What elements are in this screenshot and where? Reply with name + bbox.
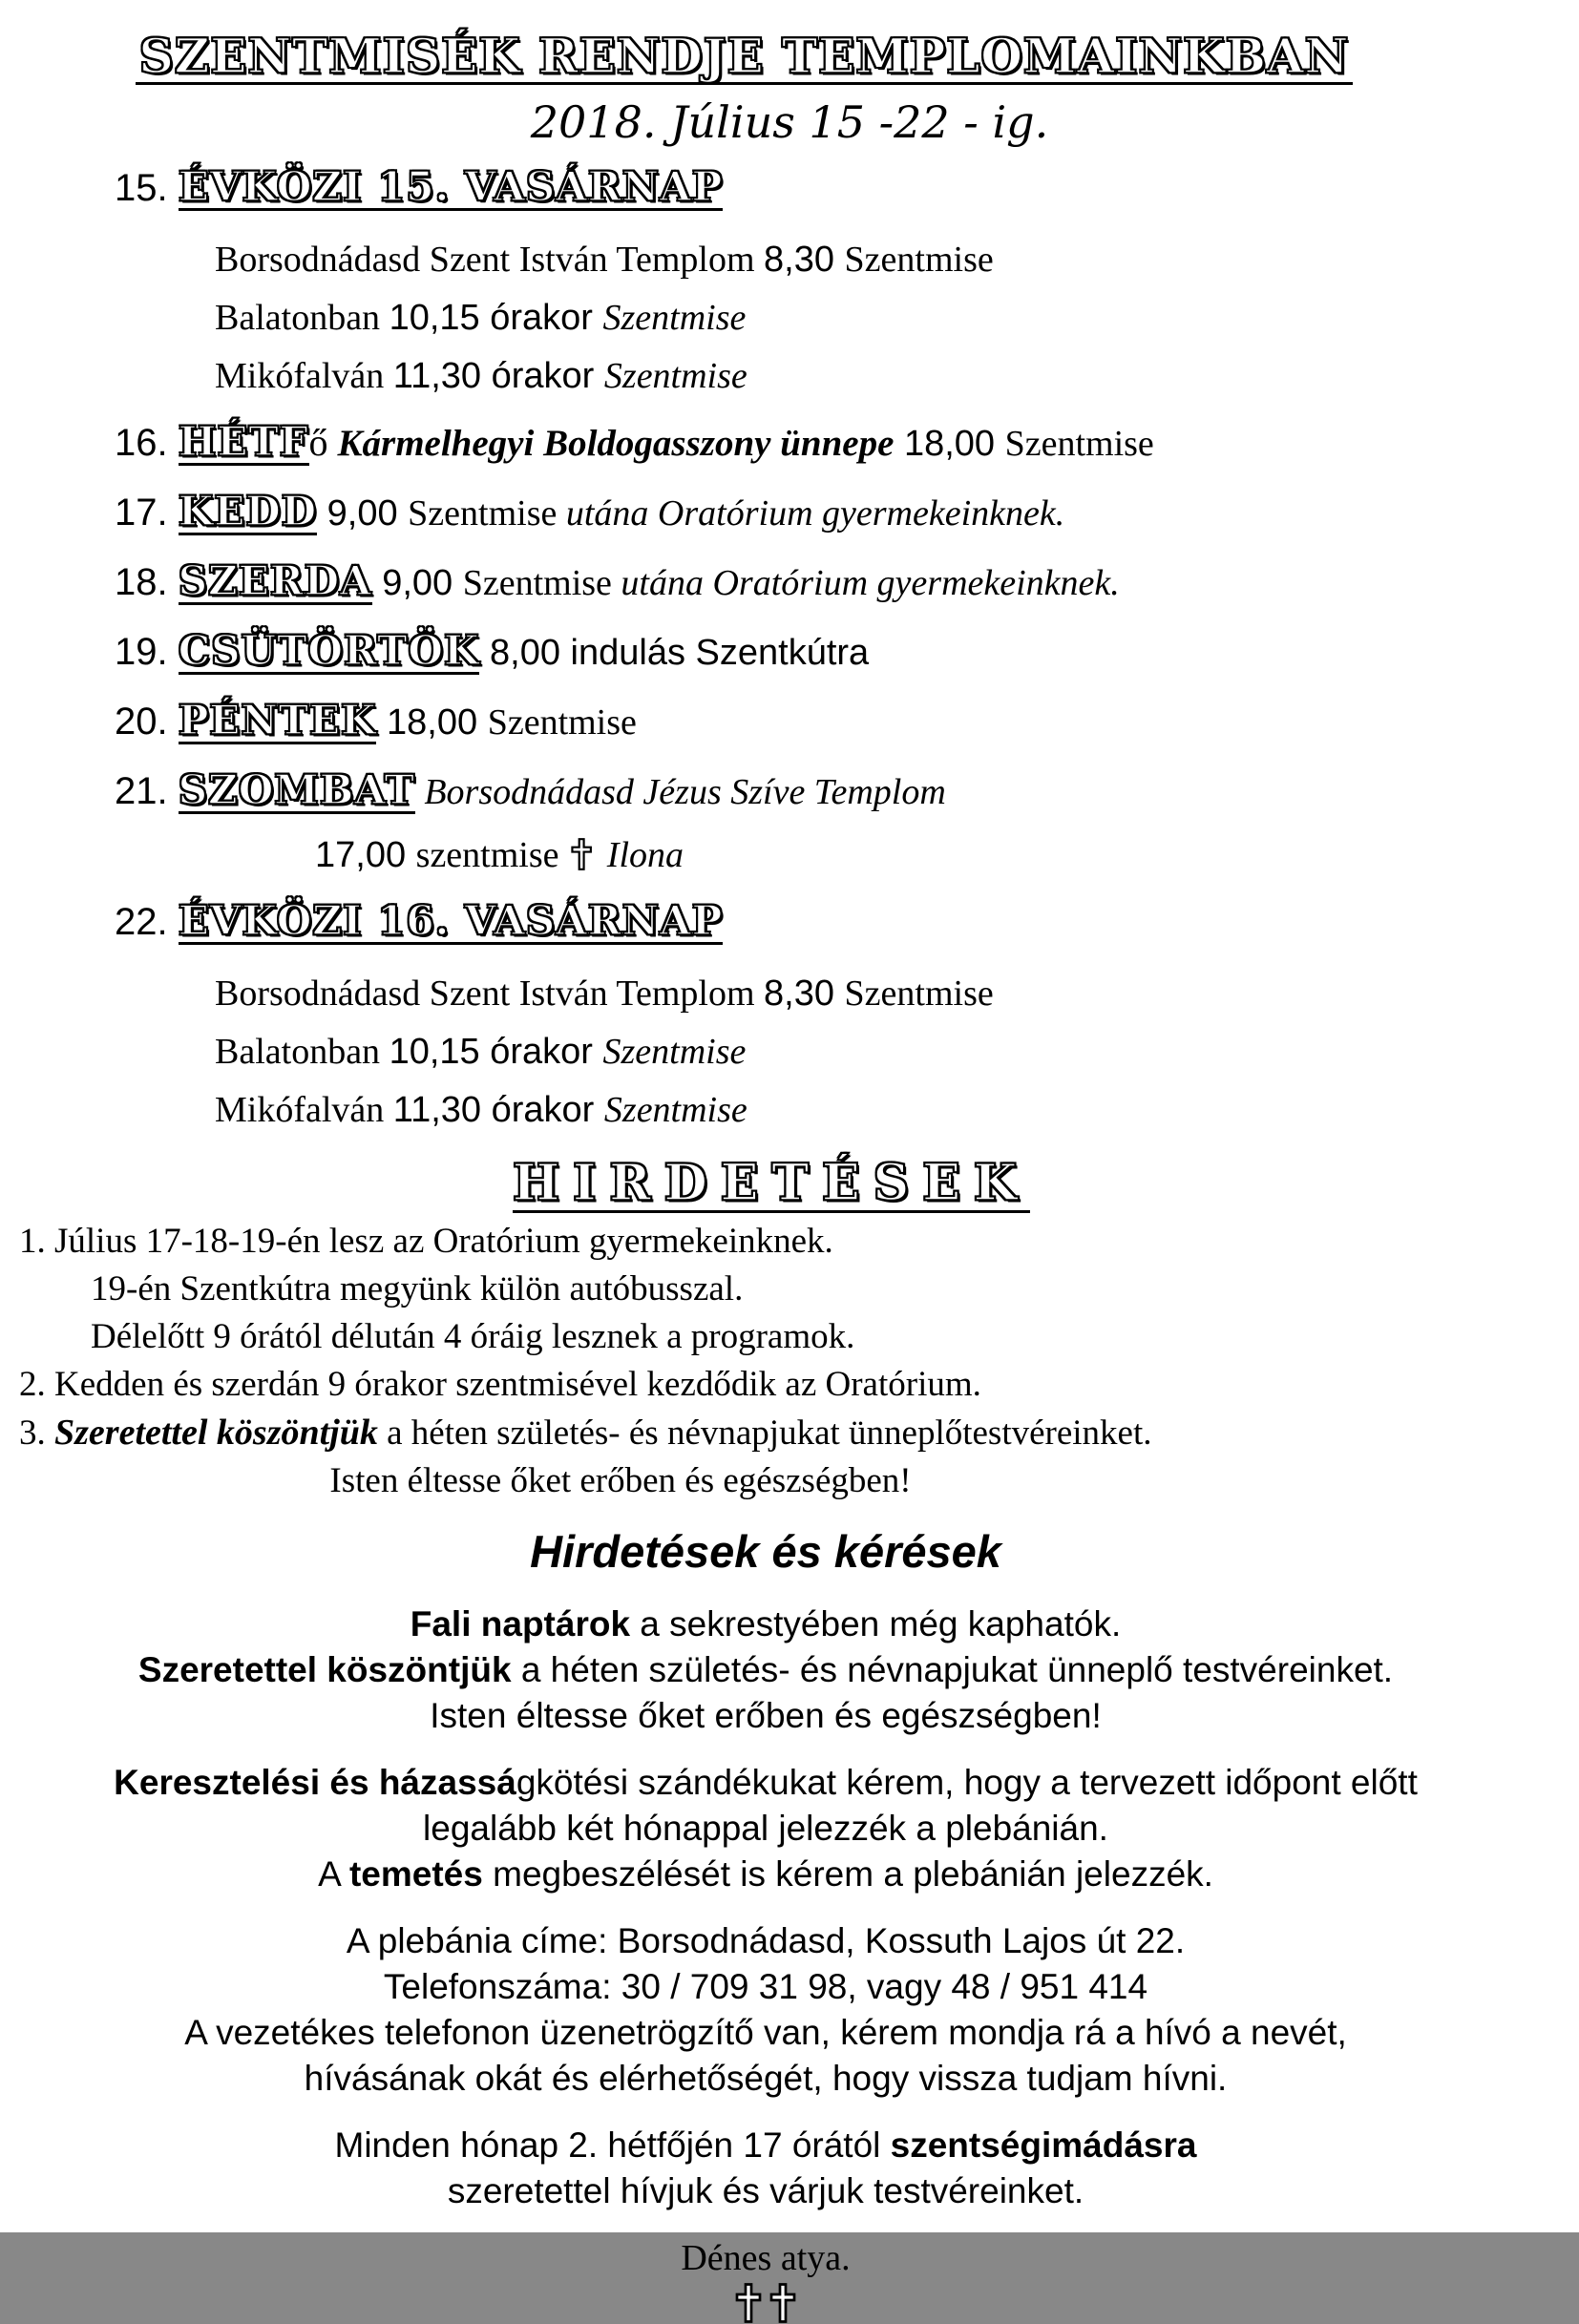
text-segment: Borsodnádasd Jézus Szíve Templom xyxy=(414,772,946,812)
text-segment: HÉTF xyxy=(178,418,309,465)
text-segment: Keresztelési és házassá xyxy=(114,1762,516,1802)
text-segment: gkötési szándékukat kérem, hogy a tervezett időpont előtt xyxy=(516,1762,1418,1802)
text-segment: Szeretettel köszöntjük xyxy=(54,1412,378,1453)
text-segment: 18,00 xyxy=(376,702,488,743)
text-segment: utána Oratórium gyermekeinknek. xyxy=(565,493,1065,534)
signature: Dénes atya. xyxy=(681,2237,851,2278)
text-segment: PÉNTEK xyxy=(178,697,377,743)
schedule-line xyxy=(115,629,1579,683)
text-segment: szentmise xyxy=(415,835,569,875)
schedule-line xyxy=(115,559,1579,614)
text-segment: Szentmise xyxy=(1004,424,1154,464)
requests-title: Hirdetések és kérések xyxy=(530,1525,1001,1577)
text-segment: Szeretettel köszöntjük xyxy=(137,1649,512,1689)
text-segment: szeretettel hívjuk és várjuk testvéreinket. xyxy=(447,2170,1084,2210)
text-segment: 8,30 xyxy=(764,240,845,280)
text-segment: Szentmise xyxy=(602,1032,747,1072)
request-line xyxy=(0,1695,1531,1737)
request-line xyxy=(0,1808,1531,1850)
text-segment: Szentmise xyxy=(408,493,566,534)
request-group xyxy=(0,1762,1531,1895)
text-segment: Szentmise xyxy=(603,1090,747,1130)
page-title: SZENTMISÉK RENDJE TEMPLOMAINKBAN xyxy=(136,31,1354,85)
request-line xyxy=(0,1649,1531,1691)
text-segment: utána Oratórium gyermekeinknek. xyxy=(621,563,1120,603)
text-segment: 11,30 órakor xyxy=(392,356,604,396)
text-segment: 10,15 órakor xyxy=(389,1032,603,1072)
text-segment: hívásának okát és elérhetőségét, hogy vissza tudjam hívni. xyxy=(304,2058,1228,2098)
page-subtitle: 2018. Július 15 -22 - ig. xyxy=(530,96,1049,148)
request-line xyxy=(0,1603,1531,1645)
text-segment: 21. xyxy=(115,770,179,812)
schedule-line xyxy=(215,239,1579,288)
announcement-line xyxy=(19,1412,1579,1455)
text-segment: szentségimádásra xyxy=(890,2125,1197,2165)
schedule-line xyxy=(115,165,1579,220)
announcement-line xyxy=(19,1364,1579,1406)
text-segment: legalább két hónappal jelezzék a plebánián. xyxy=(423,1808,1108,1848)
text-segment: 15. xyxy=(115,167,179,209)
schedule-line xyxy=(115,420,1579,474)
text-segment: SZOMBAT xyxy=(178,766,415,813)
text-segment: ő xyxy=(308,421,338,464)
schedule-line xyxy=(215,355,1579,405)
text-segment: Borsodnádasd Szent István Templom xyxy=(215,974,765,1014)
request-line xyxy=(0,2012,1531,2054)
text-segment: 9,00 xyxy=(317,493,409,534)
schedule-line xyxy=(115,490,1579,544)
request-group xyxy=(0,2125,1531,2212)
text-segment: 19-én Szentkútra megyünk külön autóbusszal. xyxy=(91,1268,744,1309)
request-line xyxy=(0,1762,1531,1804)
text-segment: 8,00 indulás Szentkútra xyxy=(479,633,870,673)
footer-crosses xyxy=(0,2283,1531,2324)
text-segment: 20. xyxy=(115,701,179,743)
text-segment: Szentmise xyxy=(487,702,637,743)
cross-icon xyxy=(734,2283,763,2323)
text-segment: a sekrestyében még kaphatók. xyxy=(630,1603,1122,1644)
text-segment: Fali naptárok xyxy=(410,1603,631,1644)
schedule-line xyxy=(115,699,1579,753)
announcement-line xyxy=(19,1221,1579,1263)
request-groups xyxy=(0,1603,1531,2212)
text-segment: Balatonban xyxy=(215,1032,389,1072)
text-segment: KEDD xyxy=(178,488,318,534)
cross-icon xyxy=(768,2283,797,2323)
request-group xyxy=(0,1603,1531,1737)
text-segment: temetés xyxy=(348,1853,483,1894)
text-segment: Borsodnádasd Szent István Templom xyxy=(215,240,765,280)
text-segment: Szentmise xyxy=(462,563,621,603)
text-segment: Kármelhegyi Boldogasszony ünnepe xyxy=(337,423,895,464)
header xyxy=(0,0,1488,85)
text-segment: CSÜTÖRTÖK xyxy=(178,627,480,674)
schedule-line xyxy=(115,768,1579,823)
text-segment: SZERDA xyxy=(178,557,372,604)
text-segment: Ilona xyxy=(598,835,684,875)
announcements-list xyxy=(0,1221,1579,1502)
text-segment: 16. xyxy=(115,422,179,464)
mass-schedule xyxy=(0,165,1579,1139)
text-segment: ÉVKÖZI 16. VASÁRNAP xyxy=(178,897,724,944)
text-segment: 3. xyxy=(19,1413,54,1453)
request-line xyxy=(0,1966,1531,2008)
request-group xyxy=(0,1920,1531,2100)
text-segment: 17,00 xyxy=(315,835,416,875)
text-segment: 17. xyxy=(115,492,179,534)
text-segment: 19. xyxy=(115,631,179,673)
text-segment: ÉVKÖZI 15. VASÁRNAP xyxy=(178,163,724,210)
announcements-title: HIRDETÉSEK xyxy=(512,1154,1031,1212)
text-segment: Isten éltesse őket erőben és egészségben! xyxy=(430,1695,1102,1735)
announcement-line xyxy=(91,1316,1579,1358)
text-segment: a héten születés- és névnapjukat ünneplőtestvéreinket. xyxy=(377,1413,1152,1453)
text-segment: Szentmise xyxy=(603,356,747,396)
text-segment: A vezetékes telefonon üzenetrögzítő van, kérem mondja rá a hívó a nevét, xyxy=(184,2012,1347,2052)
text-segment: 18,00 xyxy=(894,424,1005,464)
text-segment: 1. Július 17-18-19-én lesz az Oratórium gyermekeinknek. xyxy=(19,1221,833,1261)
request-line xyxy=(0,1920,1531,1962)
text-segment: 18. xyxy=(115,561,179,603)
request-line xyxy=(0,2058,1531,2100)
text-segment: Minden hónap 2. hétfőjén 17 órától xyxy=(334,2125,891,2165)
text-segment: 10,15 órakor xyxy=(389,298,603,338)
text-segment: 9,00 xyxy=(371,563,463,603)
text-segment: Telefonszáma: 30 / 709 31 98, vagy 48 / 951 414 xyxy=(383,1966,1148,2006)
schedule-line xyxy=(315,834,1579,884)
announcement-line xyxy=(91,1268,1579,1310)
announcement-line xyxy=(0,1460,1241,1502)
text-segment: 11,30 órakor xyxy=(392,1090,604,1130)
requests-section xyxy=(0,1525,1531,2324)
request-line xyxy=(0,2170,1531,2212)
text-segment: Délelőtt 9 órától délután 4 óráig lesznek a programok. xyxy=(91,1316,855,1356)
text-segment: Mikófalván xyxy=(215,356,393,396)
schedule-line xyxy=(215,973,1579,1022)
text-segment: a héten születés- és névnapjukat ünneplő testvéreinket. xyxy=(511,1649,1394,1689)
schedule-line xyxy=(115,899,1579,953)
text-segment: Szentmise xyxy=(844,240,994,280)
request-line xyxy=(0,1853,1531,1895)
schedule-line xyxy=(215,1089,1579,1139)
text-segment: A plebánia címe: Borsodnádasd, Kossuth Lajos út 22. xyxy=(346,1920,1186,1960)
request-line xyxy=(0,2125,1531,2167)
text-segment: Isten éltesse őket erőben és egészségben! xyxy=(329,1460,912,1500)
text-segment: Balatonban xyxy=(215,298,389,338)
schedule-line xyxy=(215,297,1579,346)
text-segment: A xyxy=(318,1853,349,1894)
cross-icon xyxy=(570,838,593,870)
text-segment: 8,30 xyxy=(764,974,845,1014)
text-segment: megbeszélését is kérem a plebánián jelezzék. xyxy=(482,1853,1213,1894)
schedule-line xyxy=(215,1031,1579,1080)
text-segment: 2. Kedden és szerdán 9 órakor szentmisével kezdődik az Oratórium. xyxy=(19,1364,981,1404)
text-segment: Szentmise xyxy=(602,298,747,338)
text-segment: Mikófalván xyxy=(215,1090,393,1130)
text-segment: 22. xyxy=(115,901,179,943)
text-segment: Szentmise xyxy=(844,974,994,1014)
